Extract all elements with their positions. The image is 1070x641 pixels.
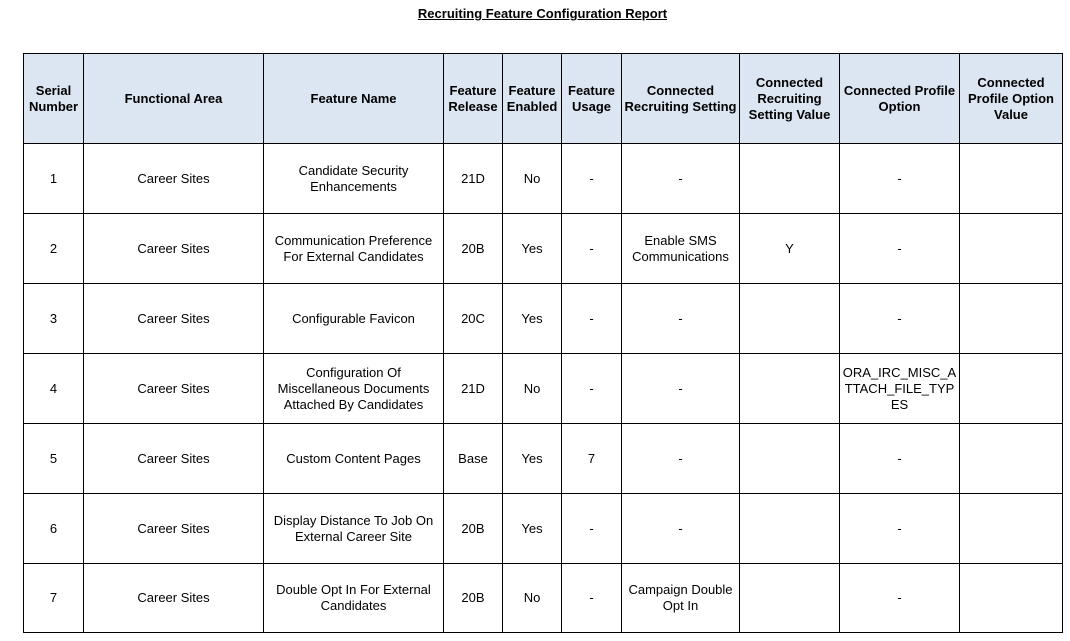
table-row — [24, 354, 1063, 424]
cell-profile-option: - — [840, 144, 960, 214]
header-row — [24, 54, 1063, 144]
cell-profile-option-value — [960, 564, 1063, 633]
cell-serial-number: 4 — [24, 354, 84, 424]
cell-serial-number: 3 — [24, 284, 84, 354]
cell-recruiting-setting-value: Y — [740, 214, 840, 284]
cell-recruiting-setting: - — [622, 144, 740, 214]
cell-recruiting-setting-value — [740, 144, 840, 214]
cell-feature-release: Base — [444, 424, 503, 494]
header-feature-name: Feature Name — [264, 54, 444, 144]
cell-recruiting-setting: Campaign Double Opt In — [622, 564, 740, 633]
cell-recruiting-setting-value — [740, 424, 840, 494]
header-connected-profile-option: Connected Profile Option — [840, 54, 960, 144]
cell-feature-release: 20B — [444, 564, 503, 633]
header-feature-release: Feature Release — [444, 54, 503, 144]
cell-feature-release: 20C — [444, 284, 503, 354]
header-connected-recruiting-setting: Connected Recruiting Setting — [622, 54, 740, 144]
cell-feature-usage: - — [562, 564, 622, 633]
cell-recruiting-setting: - — [622, 284, 740, 354]
cell-feature-usage: - — [562, 144, 622, 214]
cell-serial-number: 2 — [24, 214, 84, 284]
cell-feature-enabled: Yes — [503, 284, 562, 354]
report-title: Recruiting Feature Configuration Report — [417, 6, 668, 21]
cell-recruiting-setting-value — [740, 564, 840, 633]
cell-feature-name: Display Distance To Job On External Career Site — [264, 494, 444, 564]
table-row — [24, 564, 1063, 633]
cell-functional-area: Career Sites — [84, 214, 264, 284]
cell-feature-release: 21D — [444, 144, 503, 214]
cell-profile-option-value — [960, 354, 1063, 424]
cell-functional-area: Career Sites — [84, 424, 264, 494]
cell-profile-option: - — [840, 494, 960, 564]
cell-recruiting-setting-value — [740, 354, 840, 424]
table-row — [24, 214, 1063, 284]
header-feature-usage: Feature Usage — [562, 54, 622, 144]
header-connected-recruiting-setting-value: Connected Recruiting Setting Value — [740, 54, 840, 144]
cell-feature-enabled: Yes — [503, 214, 562, 284]
header-functional-area: Functional Area — [84, 54, 264, 144]
cell-functional-area: Career Sites — [84, 564, 264, 633]
cell-recruiting-setting: - — [622, 494, 740, 564]
cell-serial-number: 6 — [24, 494, 84, 564]
cell-feature-enabled: No — [503, 354, 562, 424]
cell-functional-area: Career Sites — [84, 354, 264, 424]
feature-configuration-table — [23, 53, 1063, 633]
cell-recruiting-setting: - — [622, 424, 740, 494]
header-connected-profile-option-value: Connected Profile Option Value — [960, 54, 1063, 144]
cell-feature-name: Double Opt In For External Candidates — [264, 564, 444, 633]
cell-feature-name: Candidate Security Enhancements — [264, 144, 444, 214]
cell-functional-area: Career Sites — [84, 284, 264, 354]
cell-serial-number: 5 — [24, 424, 84, 494]
cell-profile-option: - — [840, 564, 960, 633]
cell-feature-usage: - — [562, 354, 622, 424]
cell-profile-option-value — [960, 144, 1063, 214]
cell-serial-number: 7 — [24, 564, 84, 633]
cell-serial-number: 1 — [24, 144, 84, 214]
cell-feature-usage: - — [562, 214, 622, 284]
header-serial-number: Serial Number — [24, 54, 84, 144]
cell-recruiting-setting: - — [622, 354, 740, 424]
cell-feature-name: Configuration Of Miscellaneous Documents Attached By Candidates — [264, 354, 444, 424]
cell-recruiting-setting-value — [740, 284, 840, 354]
table-row — [24, 284, 1063, 354]
table-row — [24, 424, 1063, 494]
cell-feature-name: Communication Preference For External Candidates — [264, 214, 444, 284]
cell-profile-option: - — [840, 284, 960, 354]
cell-feature-release: 20B — [444, 214, 503, 284]
cell-feature-release: 21D — [444, 354, 503, 424]
cell-feature-enabled: No — [503, 564, 562, 633]
cell-feature-usage: - — [562, 284, 622, 354]
cell-profile-option: - — [840, 214, 960, 284]
cell-profile-option: ORA_IRC_MISC_ATTACH_FILE_TYPES — [840, 354, 960, 424]
table-row — [24, 144, 1063, 214]
header-feature-enabled: Feature Enabled — [503, 54, 562, 144]
cell-feature-release: 20B — [444, 494, 503, 564]
cell-profile-option-value — [960, 284, 1063, 354]
cell-feature-enabled: Yes — [503, 494, 562, 564]
table-row — [24, 494, 1063, 564]
cell-functional-area: Career Sites — [84, 144, 264, 214]
cell-feature-name: Configurable Favicon — [264, 284, 444, 354]
cell-functional-area: Career Sites — [84, 494, 264, 564]
cell-profile-option-value — [960, 494, 1063, 564]
cell-feature-enabled: No — [503, 144, 562, 214]
cell-feature-usage: - — [562, 494, 622, 564]
cell-profile-option-value — [960, 424, 1063, 494]
cell-recruiting-setting-value — [740, 494, 840, 564]
cell-profile-option: - — [840, 424, 960, 494]
cell-feature-name: Custom Content Pages — [264, 424, 444, 494]
cell-feature-enabled: Yes — [503, 424, 562, 494]
cell-profile-option-value — [960, 214, 1063, 284]
cell-feature-usage: 7 — [562, 424, 622, 494]
cell-recruiting-setting: Enable SMS Communications — [622, 214, 740, 284]
